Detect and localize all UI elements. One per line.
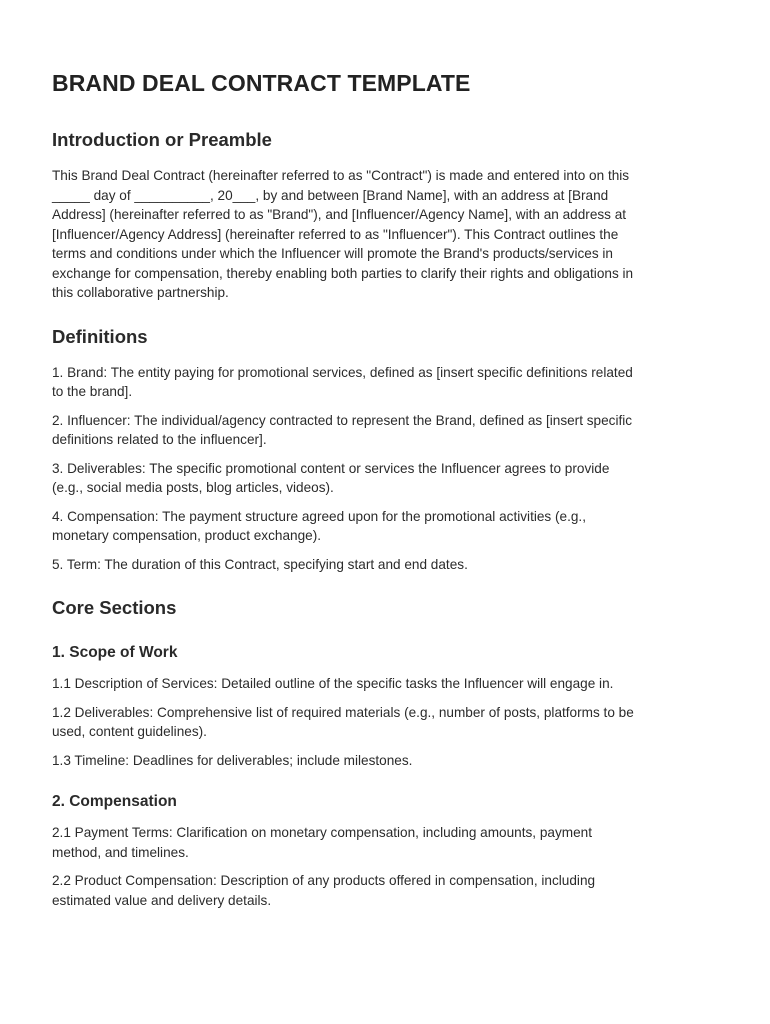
introduction-line: [Influencer/Agency Address] (hereinafter referred to as "Influencer"). This Contract outlines the (52, 226, 619, 242)
definition-line: 1. Brand: The entity paying for promotional services, defined as [insert specific definitions related (52, 364, 633, 380)
scope-item-deliverables (52, 703, 718, 742)
definition-line: monetary compensation, product exchange). (52, 528, 322, 543)
compensation-line: 2.1 Payment Terms: Clarification on monetary compensation, including amounts, payment (52, 825, 592, 840)
scope-line: 1.3 Timeline: Deadlines for deliverables; include milestones. (52, 752, 413, 768)
scope-line: 1.2 Deliverables: Comprehensive list of required materials (e.g., number of posts, platforms to be (52, 704, 634, 720)
scope-of-work-heading: 1. Scope of Work (52, 644, 178, 661)
introduction-line: this collaborative partnership. (52, 285, 229, 300)
introduction-line: exchange for compensation, thereby enabling both parties to clarify their rights and obligations in (52, 265, 634, 281)
definition-line: 5. Term: The duration of this Contract, specifying start and end dates. (52, 556, 468, 572)
definition-item-term (52, 555, 718, 575)
definition-line: 4. Compensation: The payment structure agreed upon for the promotional activities (e.g., (52, 508, 586, 524)
definition-item-brand (52, 363, 718, 402)
introduction-paragraph (52, 166, 718, 303)
compensation-line: estimated value and delivery details. (52, 892, 272, 908)
introduction-line: Address] (hereinafter referred to as "Brand"), and [Influencer/Agency Name], with an address at (52, 207, 627, 222)
scope-of-work-list (52, 674, 718, 770)
compensation-list (52, 823, 718, 910)
compensation-item-payment-terms (52, 823, 718, 862)
definition-line: to the brand]. (52, 384, 133, 399)
core-sections-heading: Core Sections (52, 597, 177, 618)
definitions-heading: Definitions (52, 325, 148, 347)
introduction-heading: Introduction or Preamble (52, 129, 272, 150)
definition-line: 3. Deliverables: The specific promotional content or services the Influencer agrees to provide (52, 460, 610, 476)
definition-line: 2. Influencer: The individual/agency contracted to represent the Brand, defined as [insert specific (52, 412, 633, 428)
scope-line: used, content guidelines). (52, 724, 207, 739)
definition-line: definitions related to the influencer]. (52, 432, 267, 447)
introduction-line: terms and conditions under which the Influencer will promote the Brand's products/services in (52, 246, 613, 261)
scope-item-description (52, 674, 718, 694)
definition-item-deliverables (52, 459, 718, 498)
compensation-item-product (52, 871, 718, 910)
introduction-line: _____ day of __________, 20___, by and between [Brand Name], with an address at [Brand (52, 187, 609, 203)
scope-line: 1.1 Description of Services: Detailed outline of the specific tasks the Influencer will engage in. (52, 676, 614, 691)
document-title: BRAND DEAL CONTRACT TEMPLATE (52, 70, 471, 96)
compensation-line: 2.2 Product Compensation: Description of any products offered in compensation, including (52, 873, 596, 888)
compensation-heading: 2. Compensation (52, 793, 177, 810)
compensation-line: method, and timelines. (52, 844, 189, 860)
definition-line: (e.g., social media posts, blog articles, videos). (52, 480, 334, 495)
definition-item-compensation (52, 507, 718, 546)
definitions-list (52, 363, 718, 575)
introduction-line: This Brand Deal Contract (hereinafter referred to as "Contract") is made and entered into on this (52, 168, 630, 183)
definition-item-influencer (52, 411, 718, 450)
scope-item-timeline (52, 751, 718, 771)
